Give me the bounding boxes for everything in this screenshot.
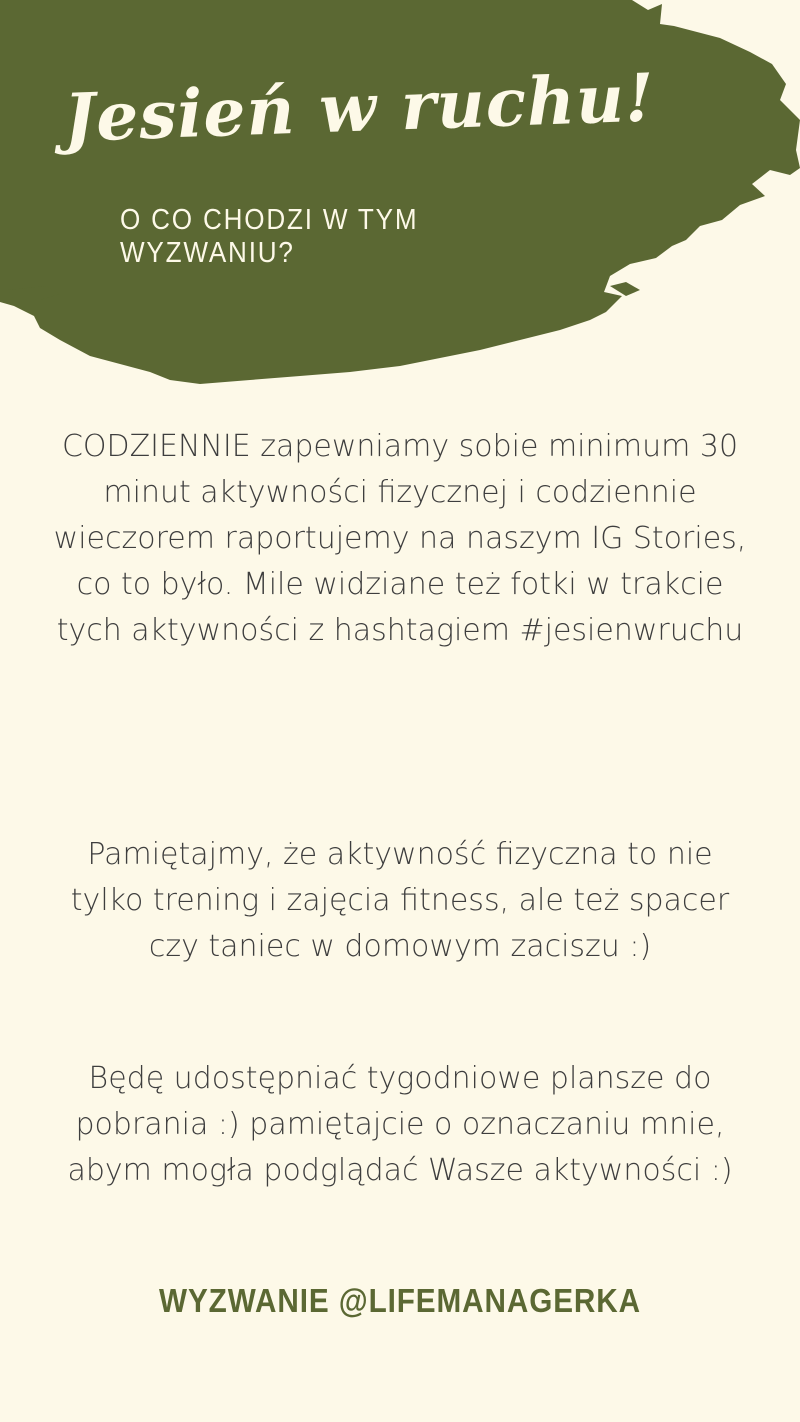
brush-stroke-shape xyxy=(0,0,800,384)
paragraph-weekly-boards: Będę udostępniać tygodniowe plansze do pobrania :) pamiętajcie o oznaczaniu mnie, abym mogła podglądać Wasze aktywności :) xyxy=(67,1061,733,1188)
footer-challenge-credit: WYZWANIE @LIFEMANAGERKA xyxy=(159,1282,641,1319)
brush-stroke-fleck xyxy=(610,282,640,296)
brush-stroke-background xyxy=(0,0,800,400)
page-subtitle: O CO CHODZI W TYM WYZWANIU? xyxy=(120,204,419,269)
page-title: Jesień w ruchu! xyxy=(62,58,657,157)
paragraph-rules: CODZIENNIE zapewniamy sobie minimum 30 minut aktywności fizycznej i codziennie wieczorem raportujemy na naszym IG Stories, co to było. Mile widziane też fotki w trakcie tych aktywności z hashtagiem #jesienwruchu xyxy=(53,429,747,648)
paragraph-activity-note: Pamiętajmy, że aktywność fizyczna to nie tylko trening i zajęcia fitness, ale też spacer czy taniec w domowym zaciszu :) xyxy=(70,837,730,964)
